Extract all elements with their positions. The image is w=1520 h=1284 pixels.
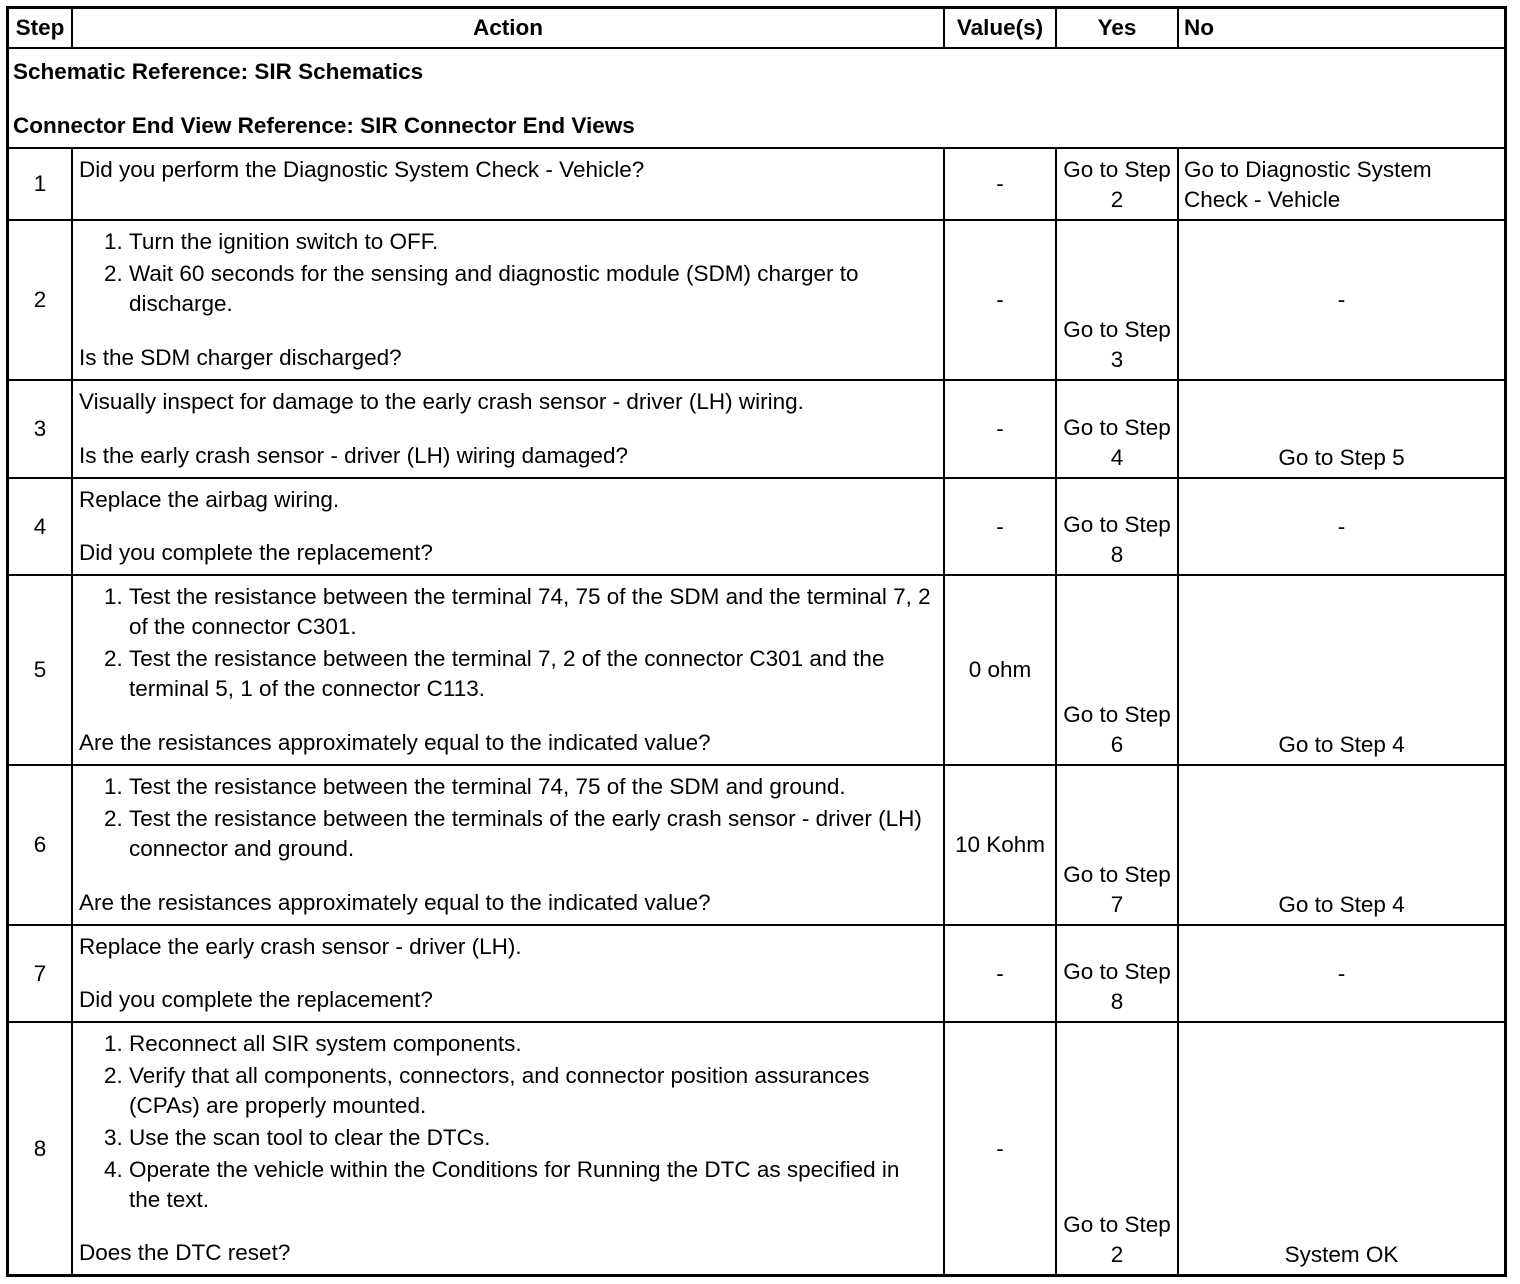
reference-row [9, 48, 1504, 148]
action-step: 2. Test the resistance between the terminal 7, 2 of the connector C301 and the terminal 5, 1 of the connector C113. [129, 644, 935, 704]
value-cell: 0 ohm [944, 575, 1056, 765]
header-step: Step [9, 9, 72, 48]
table-row [9, 925, 1504, 1022]
header-no: No [1178, 9, 1504, 48]
action-text: Replace the early crash sensor - driver (LH). [79, 934, 522, 959]
table-row [9, 380, 1504, 478]
yes-cell: Go to Step 8 [1056, 925, 1178, 1022]
table-row [9, 148, 1504, 220]
reference-cell [9, 48, 1504, 148]
yes-cell: Go to Step 7 [1056, 765, 1178, 925]
action-question: Are the resistances approximately equal to the indicated value? [79, 730, 711, 755]
action-question: Did you complete the replacement? [79, 540, 433, 565]
yes-cell: Go to Step 3 [1056, 220, 1178, 380]
action-question: Is the early crash sensor - driver (LH) wiring damaged? [79, 443, 628, 468]
yes-cell: Go to Step 4 [1056, 380, 1178, 478]
header-action: Action [72, 9, 944, 48]
action-cell [72, 478, 944, 575]
action-steps [79, 1029, 935, 1217]
no-cell: Go to Diagnostic System Check - Vehicle [1178, 148, 1504, 220]
action-step: 2. Wait 60 seconds for the sensing and diagnostic module (SDM) charger to discharge. [129, 259, 935, 319]
action-question: Are the resistances approximately equal to the indicated value? [79, 890, 711, 915]
value-cell: - [944, 478, 1056, 575]
action-question: Is the SDM charger discharged? [79, 345, 402, 370]
value-cell: - [944, 380, 1056, 478]
value-cell: 10 Kohm [944, 765, 1056, 925]
action-text: Did you perform the Diagnostic System Check - Vehicle? [79, 157, 645, 182]
value-cell: - [944, 220, 1056, 380]
no-cell: - [1178, 220, 1504, 380]
step-number: 5 [9, 575, 72, 765]
value-cell: - [944, 148, 1056, 220]
action-steps [79, 772, 935, 866]
no-cell: Go to Step 4 [1178, 575, 1504, 765]
yes-cell: Go to Step 6 [1056, 575, 1178, 765]
action-question: Does the DTC reset? [79, 1240, 291, 1265]
no-cell: - [1178, 925, 1504, 1022]
no-cell: Go to Step 5 [1178, 380, 1504, 478]
action-step: 4. Operate the vehicle within the Conditions for Running the DTC as specified in the text. [129, 1155, 935, 1215]
action-cell [72, 1022, 944, 1274]
action-cell [72, 765, 944, 925]
yes-cell: Go to Step 8 [1056, 478, 1178, 575]
step-number: 6 [9, 765, 72, 925]
schematic-reference: Schematic Reference: SIR Schematics [13, 59, 424, 84]
action-step: 1. Test the resistance between the terminal 74, 75 of the SDM and ground. [129, 772, 935, 802]
action-cell [72, 925, 944, 1022]
action-step: 1. Turn the ignition switch to OFF. [129, 227, 935, 257]
yes-cell: Go to Step 2 [1056, 1022, 1178, 1274]
no-cell: - [1178, 478, 1504, 575]
table-row [9, 220, 1504, 380]
table-row [9, 765, 1504, 925]
action-step: 2. Test the resistance between the terminals of the early crash sensor - driver (LH) connector and ground. [129, 804, 935, 864]
action-text: Visually inspect for damage to the early crash sensor - driver (LH) wiring. [79, 389, 804, 414]
header-values: Value(s) [944, 9, 1056, 48]
yes-cell: Go to Step 2 [1056, 148, 1178, 220]
action-cell [72, 148, 944, 220]
action-step: 1. Reconnect all SIR system components. [129, 1029, 935, 1059]
value-cell: - [944, 925, 1056, 1022]
no-cell: System OK [1178, 1022, 1504, 1274]
action-step: 1. Test the resistance between the terminal 74, 75 of the SDM and the terminal 7, 2 of the connector C301. [129, 582, 935, 642]
action-steps [79, 582, 935, 706]
diagnostic-table [9, 9, 1504, 1274]
action-steps [79, 227, 935, 321]
step-number: 3 [9, 380, 72, 478]
step-number: 7 [9, 925, 72, 1022]
action-question: Did you complete the replacement? [79, 987, 433, 1012]
diagnostic-table-document [6, 6, 1507, 1277]
no-cell: Go to Step 4 [1178, 765, 1504, 925]
action-cell [72, 380, 944, 478]
action-step: 3. Use the scan tool to clear the DTCs. [129, 1123, 935, 1153]
value-cell: - [944, 1022, 1056, 1274]
action-cell [72, 220, 944, 380]
table-row [9, 575, 1504, 765]
header-row [9, 9, 1504, 48]
table-row [9, 1022, 1504, 1274]
step-number: 4 [9, 478, 72, 575]
action-cell [72, 575, 944, 765]
step-number: 2 [9, 220, 72, 380]
action-text: Replace the airbag wiring. [79, 487, 340, 512]
action-step: 2. Verify that all components, connectors, and connector position assurances (CPAs) are properly mounted. [129, 1061, 935, 1121]
connector-reference: Connector End View Reference: SIR Connector End Views [13, 113, 635, 138]
step-number: 8 [9, 1022, 72, 1274]
table-row [9, 478, 1504, 575]
header-yes: Yes [1056, 9, 1178, 48]
step-number: 1 [9, 148, 72, 220]
